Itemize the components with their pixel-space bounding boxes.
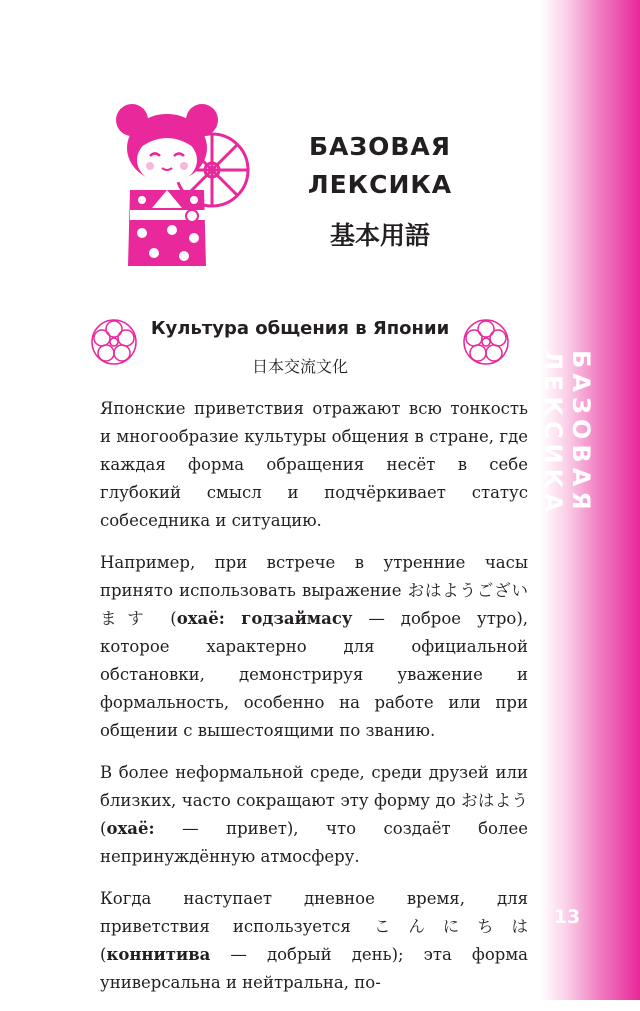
sidebar-vertical-title: БАЗОВАЯ ЛЕКСИКА xyxy=(539,350,595,517)
japanese-phrase: おはよう xyxy=(461,791,528,810)
chapter-title-jp: 基本用語 xyxy=(329,221,430,250)
body-text xyxy=(100,395,528,1011)
chapter-title: БАЗОВАЯ ЛЕКСИКА xyxy=(307,132,453,199)
transliteration: коннитива xyxy=(106,945,211,964)
section-title: Культура общения в Японии xyxy=(150,318,450,339)
transliteration: охаё: годзаймасу xyxy=(176,609,353,628)
japanese-phrase: おはようございます xyxy=(100,581,529,628)
paragraph-3: В более неформальной среде, среди друзей или близких, часто сокращают эту форму до おはよう (охаё: — привет), что создаёт более непринуждённую атмосферу. xyxy=(100,763,528,866)
transliteration: охаё: xyxy=(106,819,155,838)
sakura-flower-icon xyxy=(90,318,138,366)
paragraph-4: Когда наступает дневное время, для приветствия используется こんにちは (коннитива — добрый день); эта форма универсальна и нейтральна, по- xyxy=(100,889,528,992)
kokeshi-doll-icon xyxy=(112,98,252,268)
paragraph-1: Японские приветствия отражают всю тонкость и многообразие культуры общения в стране, где каждая форма обращения несёт в себе глубокий смысл и подчёркивает статус собеседника и ситуацию. xyxy=(100,399,528,530)
section-title-jp: 日本交流文化 xyxy=(251,357,348,376)
sakura-flower-icon xyxy=(462,318,510,366)
paragraph-2: Например, при встрече в утренние часы принято использовать выражение おはようございます (охаё: годзаймасу — доброе утро), которое характерно для официальной обстановки, демонстрируя уважение и формальность, особенно на работе или при общении с вышестоящими по званию. xyxy=(100,553,529,740)
page-number: 13 xyxy=(553,906,581,928)
japanese-phrase: こんにちは xyxy=(373,917,528,936)
